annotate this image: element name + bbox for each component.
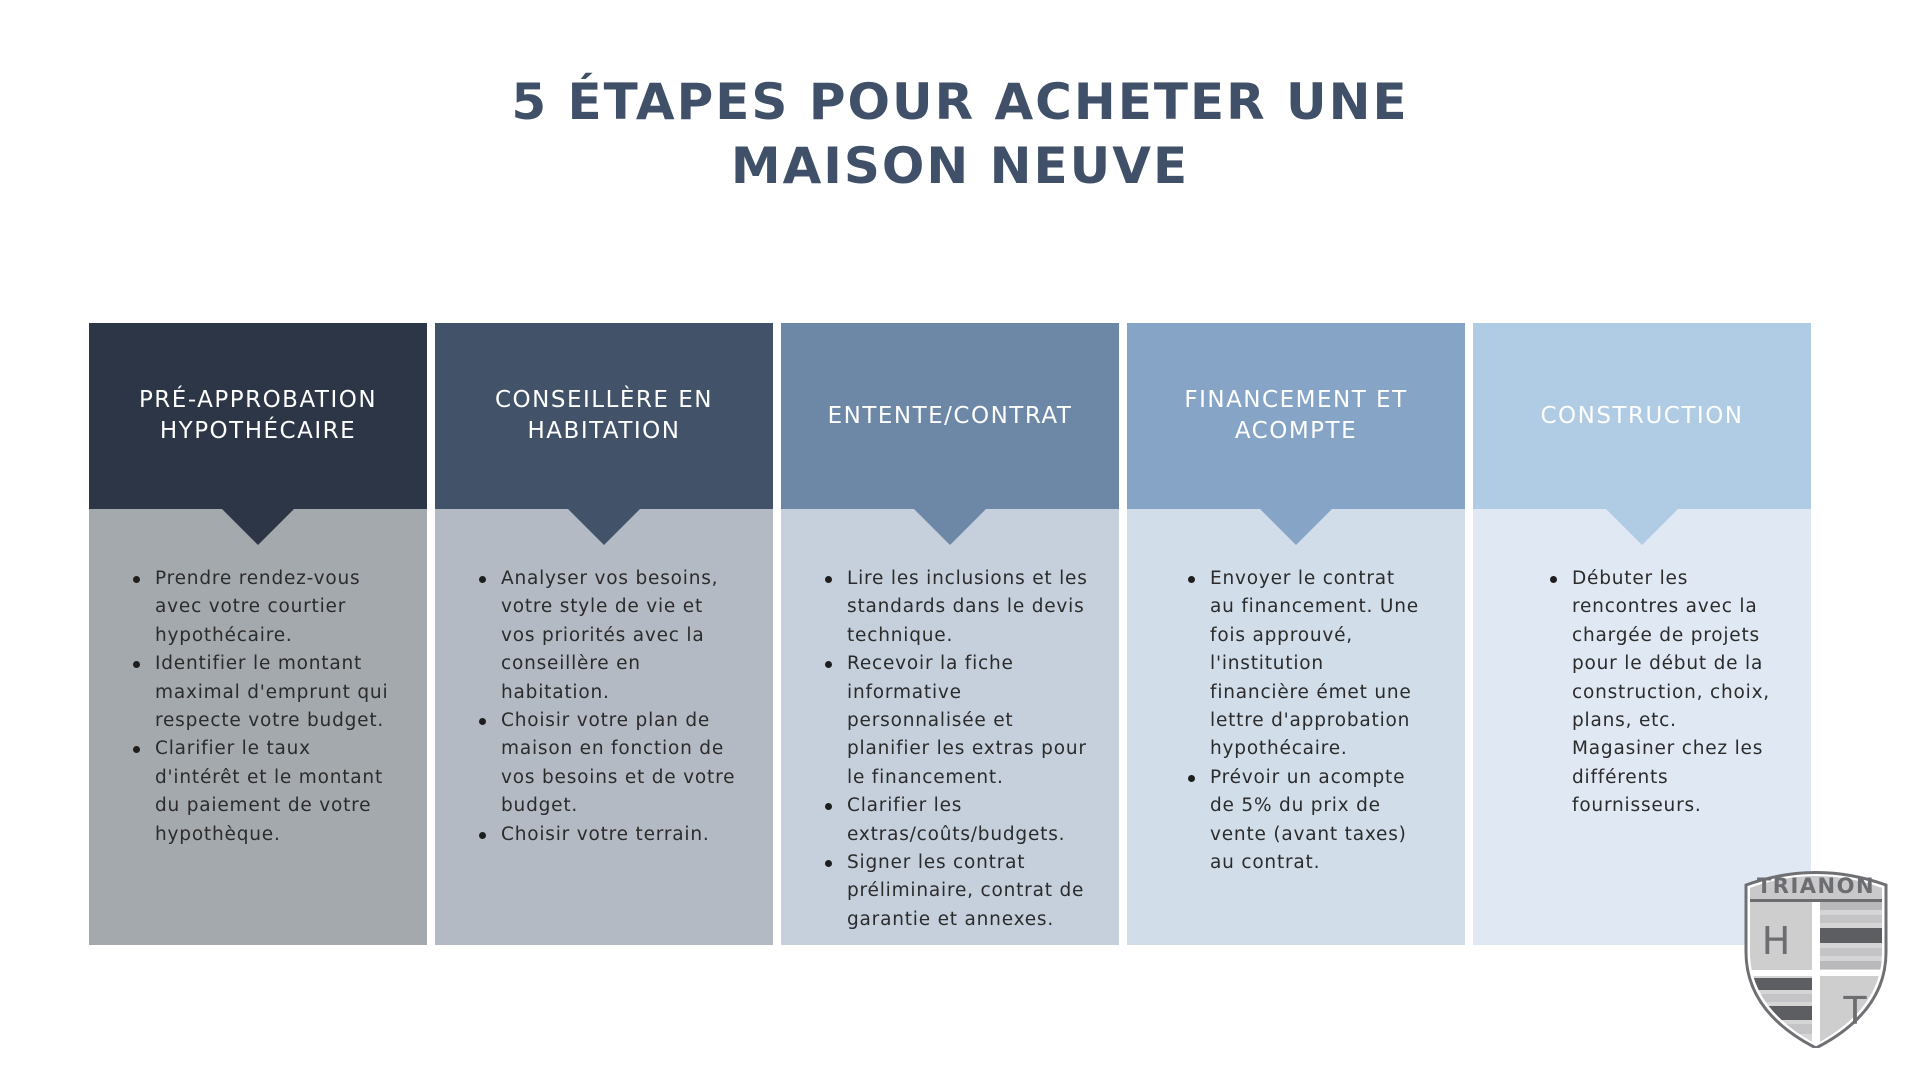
step-1-heading [89,323,427,509]
step-3-item-2: Recevoir la fiche informative personnalisée et planifier les extras pour le financement. [847,650,1092,792]
step-3-item-4: Signer les contrat préliminaire, contrat de garantie et annexes. [847,849,1092,934]
step-1-item-3: Clarifier le taux d'intérêt et le montant du paiement de votre hypothèque. [155,735,400,849]
step-2-heading-text: CONSEILLÈRE EN HABITATION [494,387,713,444]
step-4-heading-text: FINANCEMENT ET ACOMPTE [1184,387,1408,444]
page-title-line-1: 5 ÉTAPES POUR ACHETER UNE [511,73,1409,131]
page-title-line-2: MAISON NEUVE [730,137,1190,195]
step-5-heading-text: CONSTRUCTION [1540,402,1744,429]
step-1-body [89,509,427,945]
step-3-item-1: Lire les inclusions et les standards dans le devis technique. [847,565,1092,650]
step-1-item-1: Prendre rendez-vous avec votre courtier hypothécaire. [155,565,395,650]
step-2-heading [435,323,773,509]
step-2-pointer [567,508,641,545]
step-2-item-1: Analyser vos besoins, votre style de vie et vos priorités avec la conseillère en habitation. [501,565,741,707]
trianon-logo [1740,866,1892,1048]
step-1-pointer [221,508,295,545]
steps-row [89,323,1811,945]
step-5-pointer [1605,508,1679,545]
step-4-column [1127,323,1465,945]
logo-wordmark: TRIANON [1756,874,1876,898]
step-5-column [1473,323,1811,945]
step-2-column [435,323,773,945]
step-3-heading [781,323,1119,509]
step-1-item-2: Identifier le montant maximal d'emprunt qui respecte votre budget. [155,650,400,735]
step-2-item-3: Choisir votre terrain. [501,821,741,849]
step-5-item-1: Débuter les rencontres avec la chargée de projets pour le début de la construction, choix, plans, etc. Magasiner chez les différents fournisseurs. [1572,565,1777,821]
step-2-list [501,565,743,849]
logo-letter-h: H [1761,919,1791,963]
step-4-item-2: Prévoir un acompte de 5% du prix de vente (avant taxes) au contrat. [1210,764,1420,878]
step-4-body [1127,509,1465,945]
step-5-heading [1473,323,1811,509]
trianon-shield-icon [1740,866,1892,1048]
step-2-item-2: Choisir votre plan de maison en fonction de vos besoins et de votre budget. [501,707,741,821]
step-4-pointer [1259,508,1333,545]
step-3-pointer [913,508,987,545]
logo-letter-t: T [1843,989,1867,1033]
step-5-list [1572,565,1791,821]
step-3-item-3: Clarifier les extras/coûts/budgets. [847,792,1092,849]
step-3-column [781,323,1119,945]
step-1-heading-text: PRÉ-APPROBATION HYPOTHÉCAIRE [138,387,378,444]
step-4-item-1: Envoyer le contrat au financement. Une fois approuvé, l'institution financière émet une lettre d'approbation hypothécaire. [1210,565,1420,764]
step-1-list [155,565,397,849]
step-3-body [781,509,1119,945]
step-4-list [1210,565,1435,877]
page-title [0,70,1920,198]
step-2-body [435,509,773,945]
step-4-heading [1127,323,1465,509]
step-1-column [89,323,427,945]
step-3-list [847,565,1089,934]
step-3-heading-text: ENTENTE/CONTRAT [827,402,1073,429]
